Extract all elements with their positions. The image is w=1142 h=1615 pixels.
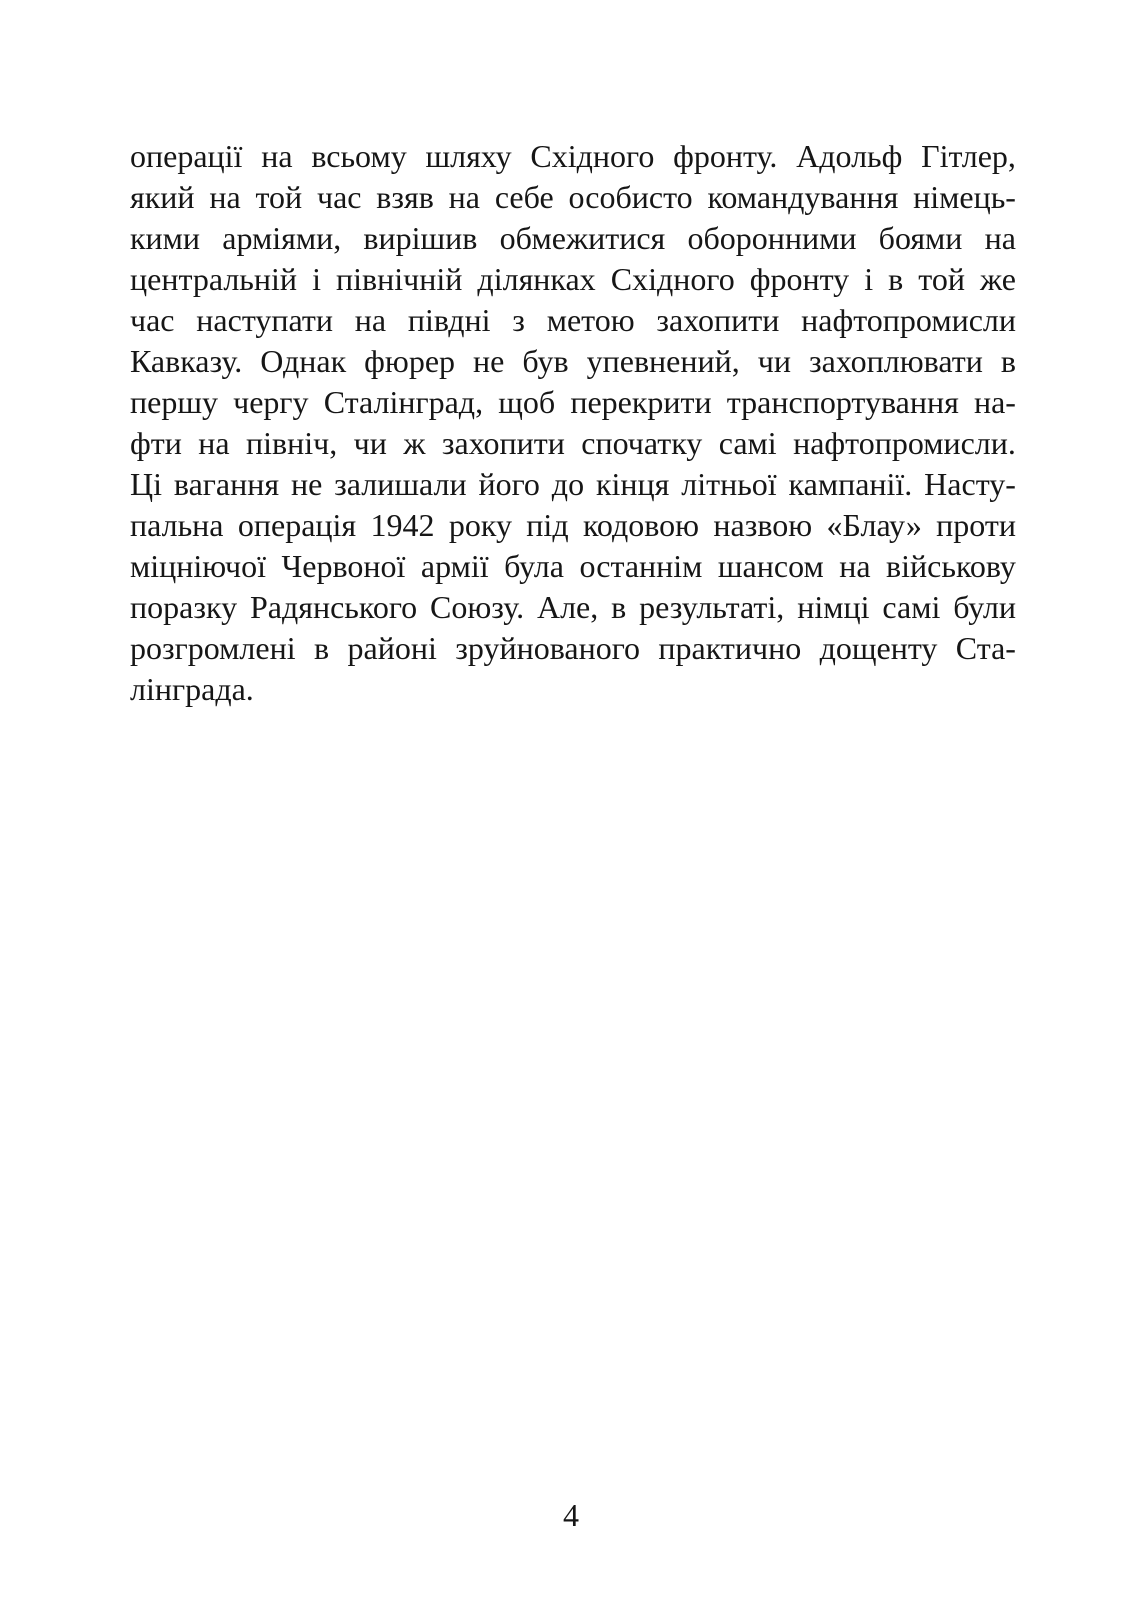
word: спочатку: [581, 425, 703, 461]
word: фюрер: [364, 343, 456, 379]
word: вагання: [173, 466, 280, 502]
word: кими: [130, 220, 201, 256]
text-line: [130, 423, 1016, 464]
word: арміями,: [222, 220, 342, 256]
word: взяв: [376, 179, 434, 215]
word: вирішив: [363, 220, 478, 256]
page-number: 4: [563, 1497, 579, 1533]
word: операції: [130, 138, 243, 174]
word: не: [473, 343, 505, 379]
word: з: [512, 302, 525, 338]
word: Східного: [530, 138, 655, 174]
word: Радянського: [249, 589, 418, 625]
word: на: [984, 220, 1016, 256]
word: упевнений,: [586, 343, 740, 379]
word: самі: [718, 425, 777, 461]
word: той: [918, 261, 965, 297]
word: захопити: [441, 425, 565, 461]
text-line: [130, 464, 1016, 505]
word: літньої: [681, 466, 777, 502]
word: особисто: [568, 179, 693, 215]
word: німець-: [913, 179, 1016, 215]
word: обмежитися: [499, 220, 666, 256]
word: оборонними: [687, 220, 857, 256]
word: і: [312, 261, 321, 297]
word: той: [255, 179, 303, 215]
word: Гітлер,: [921, 138, 1016, 174]
word: фронту.: [673, 138, 778, 174]
word: на-: [973, 384, 1016, 420]
text-line: [130, 628, 1016, 669]
text-line: [130, 259, 1016, 300]
word: же: [980, 261, 1016, 297]
word: на: [448, 179, 480, 215]
word: на: [354, 302, 387, 338]
word: чергу: [233, 384, 309, 420]
word: не: [290, 466, 323, 502]
word: року: [448, 507, 512, 543]
word: всьому: [311, 138, 407, 174]
word: чи: [353, 425, 387, 461]
word: кампанії.: [788, 466, 913, 502]
word: проти: [936, 507, 1016, 543]
word: 1942: [370, 507, 435, 543]
word: німці: [797, 589, 870, 625]
word: Союзу.: [430, 589, 525, 625]
word: захопити: [656, 302, 780, 338]
word: наступати: [196, 302, 333, 338]
word: ж: [403, 425, 426, 461]
paragraph-text: [130, 136, 1016, 710]
text-line: [130, 300, 1016, 341]
word: себе: [494, 179, 554, 215]
word: на: [198, 425, 230, 461]
word: результаті,: [639, 589, 785, 625]
word: на: [209, 179, 241, 215]
word: дощенту: [819, 630, 938, 666]
word: самі: [882, 589, 941, 625]
word: час: [316, 179, 362, 215]
text-line: [130, 218, 1016, 259]
word: боями: [878, 220, 963, 256]
word: час: [130, 302, 175, 338]
word: під: [526, 507, 569, 543]
word: транспортування: [726, 384, 959, 420]
word: Червоної: [281, 548, 406, 584]
word: шансом: [717, 548, 824, 584]
word: Але,: [536, 589, 599, 625]
word: були: [953, 589, 1016, 625]
word: командування: [707, 179, 899, 215]
word: зруйнованого: [455, 630, 641, 666]
word: поразку: [130, 589, 238, 625]
text-line: [130, 341, 1016, 382]
text-line: [130, 505, 1016, 546]
word: північній: [336, 261, 463, 297]
word: північ,: [246, 425, 338, 461]
word: нафтопромисли.: [793, 425, 1016, 461]
text-line: [130, 177, 1016, 218]
word: міцніючої: [130, 548, 266, 584]
word: чи: [757, 343, 791, 379]
word: шляху: [425, 138, 512, 174]
word: був: [522, 343, 569, 379]
word: центральній: [130, 261, 298, 297]
word: в: [1000, 343, 1016, 379]
text-line: лінграда.: [130, 671, 254, 707]
word: кінця: [595, 466, 670, 502]
word: першу: [130, 384, 218, 420]
word: щоб: [498, 384, 556, 420]
word: була: [504, 548, 564, 584]
word: перекрити: [570, 384, 712, 420]
word: Адольф: [796, 138, 903, 174]
word: в: [313, 630, 330, 666]
word: розгромлені: [130, 630, 296, 666]
word: нафтопромисли: [801, 302, 1016, 338]
word: практично: [658, 630, 802, 666]
word: Ста-: [955, 630, 1016, 666]
word: останнім: [579, 548, 703, 584]
text-line: [130, 382, 1016, 423]
text-line: [130, 546, 1016, 587]
text-line: [130, 587, 1016, 628]
word: військову: [886, 548, 1016, 584]
word: захоплювати: [809, 343, 983, 379]
word: Ці: [130, 466, 162, 502]
word: який: [130, 179, 195, 215]
word: до: [551, 466, 585, 502]
word: залишали: [334, 466, 467, 502]
word: метою: [546, 302, 635, 338]
word: в: [888, 261, 904, 297]
word: Сталінград,: [323, 384, 484, 420]
word: в: [611, 589, 627, 625]
word: пальна: [130, 507, 224, 543]
word: на: [839, 548, 871, 584]
word: півдні: [407, 302, 491, 338]
word: Східного: [610, 261, 735, 297]
word: Насту-: [924, 466, 1016, 502]
word: фти: [130, 425, 182, 461]
word: кодовою: [582, 507, 700, 543]
word: операція: [237, 507, 357, 543]
word: його: [478, 466, 540, 502]
word: Однак: [260, 343, 347, 379]
word: фронту: [749, 261, 850, 297]
word: Кавказу.: [130, 343, 243, 379]
word: і: [864, 261, 874, 297]
word: на: [261, 138, 293, 174]
word: ділянках: [477, 261, 596, 297]
word: назвою: [713, 507, 813, 543]
word: районі: [347, 630, 437, 666]
word: «Блау»: [826, 507, 922, 543]
text-line: [130, 136, 1016, 177]
word: армії: [420, 548, 489, 584]
